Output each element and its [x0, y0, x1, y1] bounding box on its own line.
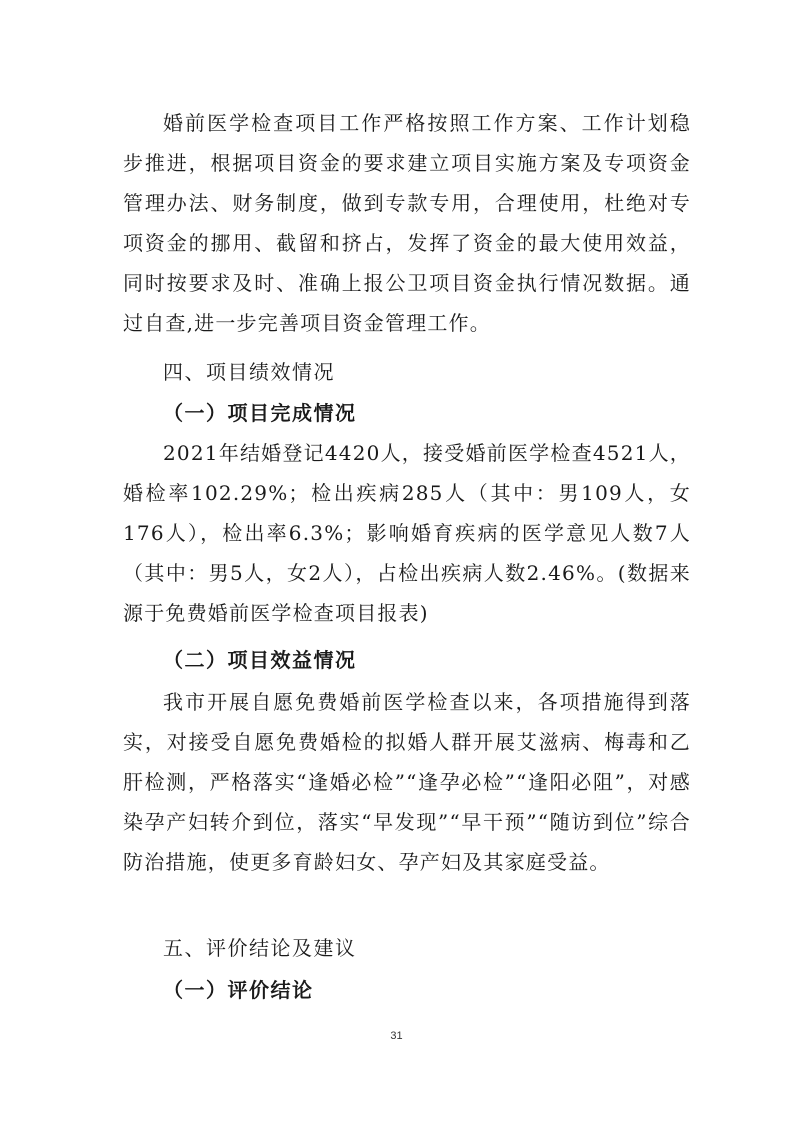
section-heading-conclusion: 五、评价结论及建议 — [163, 936, 357, 960]
paragraph-benefit: 我市开展自愿免费婚前医学检查以来，各项措施得到落实，对接受自愿免费婚检的拟婚人群开展艾滋病、梅毒和乙肝检测，严格落实“逢婚必检”“逢孕必检”“逢阳必阻”，对感染孕产妇转介到位，落实“早发现”“早干预”“随访到位”综合防治措施，使更多育龄妇女、孕产妇及其家庭受益。 — [123, 690, 691, 874]
paragraph-fund-management: 婚前医学检查项目工作严格按照工作方案、工作计划稳步推进，根据项目资金的要求建立项目实施方案及专项资金管理办法、财务制度，做到专款专用，合理使用，杜绝对专项资金的挪用、截留和挤占，发挥了资金的最大使用效益，同时按要求及时、准确上报公卫项目资金执行情况数据。通过自查,进一步完善项目资金管理工作。 — [123, 111, 691, 335]
paragraph-completion-data: 2021年结婚登记4420人，接受婚前医学检查4521人，婚检率102.29%；检出疾病285人（其中：男109人，女176人），检出率6.3%；影响婚育疾病的医学意见人数7人（其中：男5人，女2人），占检出疾病人数2.46%。(数据来源于免费婚前医学检查项目报表) — [123, 441, 691, 625]
subsection-heading-benefit: （二）项目效益情况 — [163, 648, 357, 672]
section-heading-performance: 四、项目绩效情况 — [163, 360, 335, 384]
subsection-heading-evaluation: （一）评价结论 — [163, 978, 314, 1002]
subsection-heading-completion: （一）项目完成情况 — [163, 401, 357, 425]
page-number: 31 — [390, 1030, 403, 1042]
